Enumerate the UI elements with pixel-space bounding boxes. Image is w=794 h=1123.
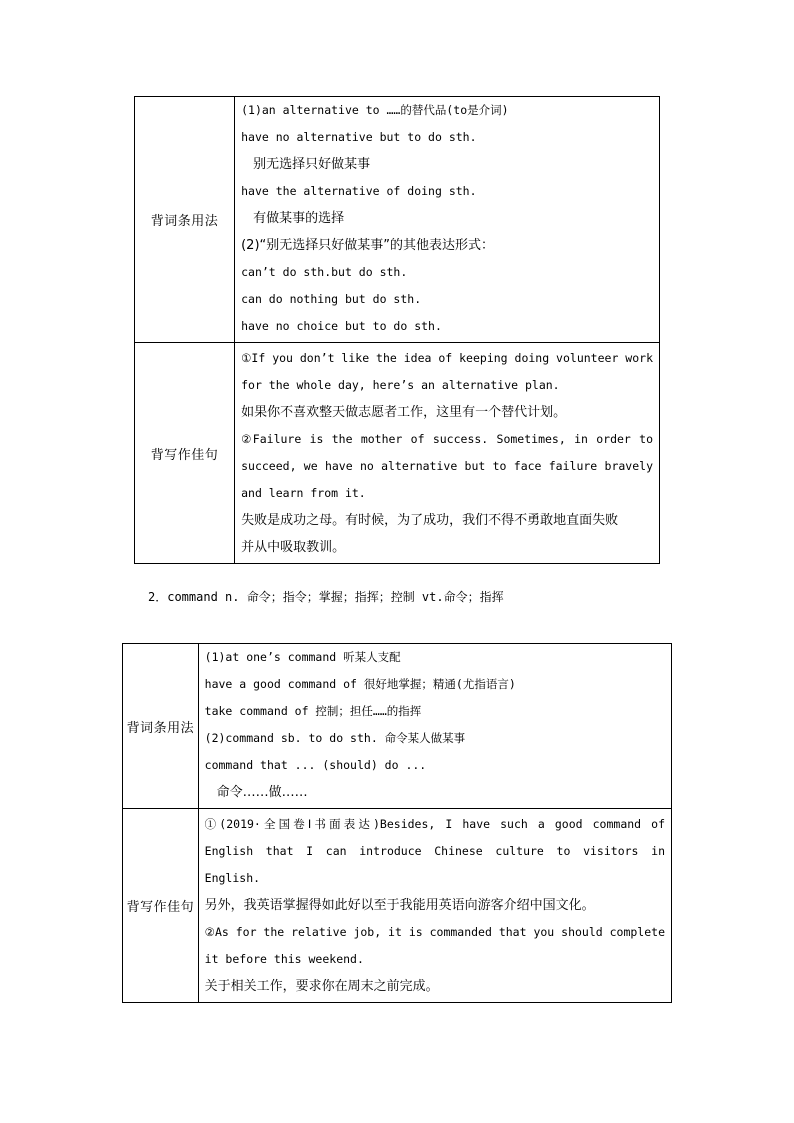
usage-line: take command of 控制；担任……的指挥: [204, 704, 422, 718]
writing-line: and learn from it.: [241, 486, 366, 500]
writing-line: it before this weekend.: [204, 952, 364, 966]
usage-line: (2)command sb. to do sth. 命令某人做某事: [204, 731, 466, 745]
writing-row: [135, 343, 660, 564]
usage-line: 别无选择只好做某事: [253, 157, 371, 172]
writing-line: succeed, we have no alternative but to face failure bravely: [241, 459, 653, 473]
writing-line: ①(2019·全国卷Ⅰ书面表达)Besides, I have such a good command of: [204, 817, 665, 831]
writing-line: English.: [204, 871, 261, 885]
writing-line: ②As for the relative job, it is commanded that you should complete: [204, 925, 665, 939]
writing-label: 背写作佳句: [123, 809, 199, 1003]
usage-line: can do nothing but do sth.: [241, 292, 422, 306]
writing-label: 背写作佳句: [135, 343, 235, 564]
vocab-table-alternative: [134, 96, 660, 564]
usage-row: [135, 97, 660, 343]
writing-line: 关于相关工作，要求你在周末之前完成。: [204, 979, 439, 994]
usage-row: [123, 644, 672, 809]
usage-content: [235, 97, 660, 343]
usage-line: have a good command of 很好地掌握；精通(尤指语言): [204, 677, 516, 691]
usage-line: (2)“别无选择只好做某事”的其他表达形式：: [241, 238, 494, 253]
usage-line: (1)at one’s command 听某人支配: [204, 650, 401, 664]
usage-line: 有做某事的选择: [253, 211, 345, 226]
usage-line: have no choice but to do sth.: [241, 319, 442, 333]
vocab-table-command: [122, 643, 672, 1003]
usage-line: command that ... (should) do ...: [204, 758, 427, 772]
writing-row: [123, 809, 672, 1003]
usage-line: have no alternative but to do sth.: [241, 130, 477, 144]
writing-line: English that I can introduce Chinese culture to visitors in: [204, 844, 665, 858]
usage-content: [198, 644, 671, 809]
writing-line: ①If you don’t like the idea of keeping doing volunteer work: [241, 351, 653, 365]
writing-line: 失败是成功之母。有时候，为了成功，我们不得不勇敢地直面失败: [241, 513, 619, 528]
usage-label: 背词条用法: [123, 644, 199, 809]
writing-line: ②Failure is the mother of success. Sometimes, in order to: [241, 432, 653, 446]
usage-line: (1)an alternative to ……的替代品(to是介词): [241, 103, 509, 117]
writing-line: 并从中吸取教训。: [241, 540, 346, 555]
entry-heading-command: 2．command n. 命令；指令；掌握；指挥；控制 vt.命令；指挥: [148, 590, 504, 604]
usage-line: 命令……做……: [216, 785, 308, 800]
writing-content: [235, 343, 660, 564]
writing-line: 如果你不喜欢整天做志愿者工作，这里有一个替代计划。: [241, 405, 567, 420]
writing-content: [198, 809, 671, 1003]
usage-line: can’t do sth.but do sth.: [241, 265, 408, 279]
writing-line: 另外，我英语掌握得如此好以至于我能用英语向游客介绍中国文化。: [204, 898, 595, 913]
usage-line: have the alternative of doing sth.: [241, 184, 477, 198]
writing-line: for the whole day, here’s an alternative plan.: [241, 378, 560, 392]
usage-label: 背词条用法: [135, 97, 235, 343]
